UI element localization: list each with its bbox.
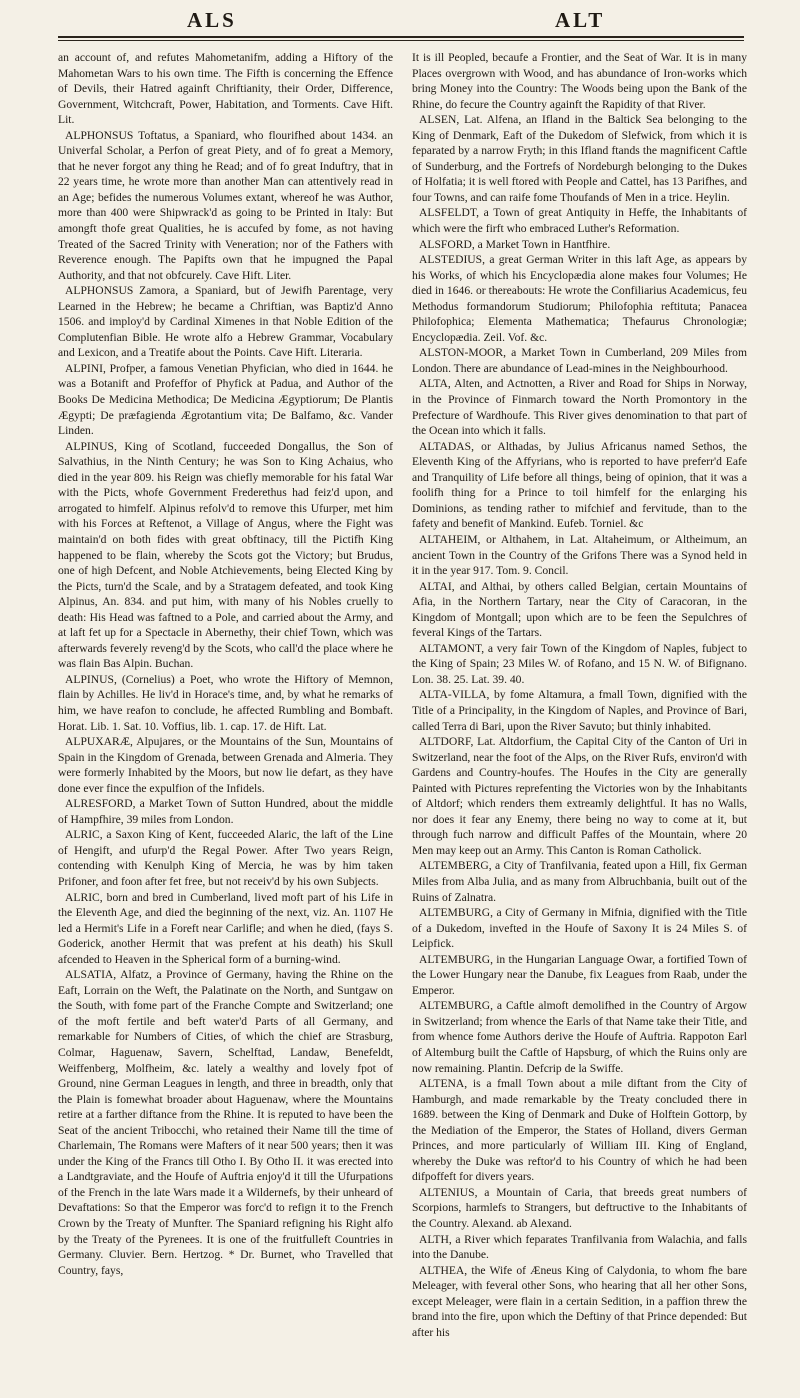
header-right-guide-word: ALT	[555, 8, 606, 32]
left-entry-10: ALSATIA, Alfatz, a Province of Germany, having the Rhine on the Eaft, Lorrain on the Weft, the Palatinate on the North, and Suntgaw on the South, with fome part of the Franche Compte and Switzerland; one of the moft fertile and beft water'd Parts of all Germany, and remarkable for Numbers of Cities, of which the chief are Strasburg, Colmar, Haguenaw, Savern, Schelftad, Landaw, Benefeldt, Weiffenberg, Molfheim, &c. lately a wealthy and lovely fpot of Ground, nine German Leagues in length, and three in breadth, only that the Plain is fomewhat broader about Haguenaw, where the Mountains retire at a farther diftance from the Rhine. It is reputed to have been the Seat of the ancient Tribocchi, who retained their Name till the time of Charlemain, The Romans were Mafters of it near 500 years; then it was under the King of the Francs till Otho I. By Otho II. it was erected into a Landtgraviate, and the Houfe of Auftria enjoy'd it till the Ufurpations of the French in the late Wars made it a Wildernefs, by their unheard of Devaftations: So that the Emperor was forc'd to refign it to the French Crown by the Treaty of Munfter. The Spaniard refigning his Right alfo by the Treaty of the Pyrenees. It is one of the fruitfulleft Countries in Germany. Cluvier. Bern. Hertzog. * Dr. Burnet, who Travelled that Country, fays,	[58, 968, 393, 1277]
right-entry-3: ALSFORD, a Market Town in Hantfhire.	[419, 237, 611, 251]
left-entry-7: ALRESFORD, a Market Town of Sutton Hundred, about the middle of Hampfhire, 39 miles from London.	[58, 797, 393, 826]
right-entry-8: ALTAHEIM, or Althahem, in Lat. Altaheimum, or Altheimum, an ancient Town in the Country of the Grifons There was a Synod held in it in the year 917. Tom. 9. Concil.	[412, 532, 747, 578]
header-rule-thin	[58, 40, 744, 41]
right-entry-9: ALTAI, and Althai, by others called Belgian, certain Mountains of Afia, in the Northern Tartary, near the City of Caracoran, in the Kingdom of Montgall; upon which are to be feen the Sepulchres of feveral Kings of the Tartars.	[412, 579, 747, 640]
header-rule-thick	[58, 36, 744, 38]
right-column	[412, 50, 747, 1340]
right-entry-5: ALSTON-MOOR, a Market Town in Cumberland, 209 Miles from London. There are abundance of Lead-mines in the Neighbourhood.	[412, 346, 747, 375]
right-entry-16: ALTEMBURG, a Caftle almoft demolifhed in the Country of Argow in Switzerland; from whence the Earls of that Name take their Title, and from whence fome Authors derive the Houfe of Auftria. Rappoton Earl of Altemburg built the Caftle of Hapsburg, of which the Ruins only are now remaining. Plantin. Defcrip de la Swiffe.	[412, 999, 747, 1075]
left-column	[58, 50, 393, 1278]
left-entry-3: ALPINI, Profper, a famous Venetian Phyfician, who died in 1644. he was a Botanift and Profeffor of Phyfick at Padua, and Author of the Books De Medicina Methodica; De Medicina Ægyptiorum; De Plantis Ægypti; De præfagienda Ægrotantium vita; De Balfamo, &c. Vander Linden.	[58, 361, 393, 438]
right-entry-11: ALTA-VILLA, by fome Altamura, a fmall Town, dignified with the Title of a Principality, in the Kingdom of Naples, and Province of Bari, called Terra di Bari, upon the River Savuto; but thinly inhabited.	[412, 688, 747, 733]
right-entry-18: ALTENIUS, a Mountain of Caria, that breeds great numbers of Scorpions, harmlefs to Strangers, but deftructive to the Inhabitants of the Country. Alexand. ab Alexand.	[412, 1185, 747, 1231]
left-entry-9: ALRIC, born and bred in Cumberland, lived moft part of his Life in the Eleventh Age, and died the beginning of the next, viz. An. 1107 He led a Hermit's Life in a Foreft near Carlifle; and when he died, (fays S. Goderick, another Hermit that was prefent at his death) his Skull afcended to Heaven in the Spherical form of a burning-wind.	[58, 890, 393, 966]
right-entry-6: ALTA, Alten, and Actnotten, a River and Road for Ships in Norway, in the Province of Finmarch toward the North Promontory in the Prefecture of Wardhoufe. This River gives denomination to that part of the Ocean into which it falls.	[412, 377, 747, 438]
right-entry-15: ALTEMBURG, in the Hungarian Language Owar, a fortified Town of the Lower Hungary near the Danube, fix Leagues from Raab, under the Emperor.	[412, 952, 747, 997]
left-entry-4: ALPINUS, King of Scotland, fucceeded Dongallus, the Son of Salvathius, in the Ninth Century; he was Son to King Achaius, who died in the year 809. his Reign was chiefly memorable for his fatal War with the Picts, whofe Government Frederethus had feiz'd upon, and arrogated to himfelf. Alpinus refolv'd to remove this Ufurper, met him with his Forces at Reftenot, a Village of Angus, where the Fight was maintain'd on both fides with great obftinacy, till the Pictifh King happened to be flain, whereby the Scots got the Victory; but Brudus, one of high Defcent, and Noble Atchievements, being Elected King by the Picts, turn'd the Scale, and by a Stratagem defeated, and took King Alpinus, An. 834. and put him, with many of his Nobles cruelly to death: His Head was faftned to a Pole, and carried about the Army, and at laft fet up for a Spectacle in Abernethy, their chief Town, which was afterwards feverely reveng'd by the Scots, who call'd the place where he was flain Bas Alpin. Buchan.	[58, 439, 393, 671]
page-header	[0, 0, 800, 40]
right-entry-4: ALSTEDIUS, a great German Writer in this laft Age, as appears by his Works, of which his Encyclopædia alone makes four Volumes; He died in 1646. or thereabouts: He wrote the Confiliarius Academicus, feu Methodus formandorum Studiorum; Philofophia reftituta; Panacea Philofophica; Elementa Mathematica; Thefaurus Chronologiæ; Encyclopædia. Zeil. Vof. &c.	[412, 253, 747, 344]
right-entry-2: ALSFELDT, a Town of great Antiquity in Heffe, the Inhabitants of which were the firft who embraced Luther's Reformation.	[412, 206, 747, 236]
right-entry-1: ALSEN, Lat. Alfena, an Ifland in the Baltick Sea belonging to the King of Denmark, Eaft of the Dukedom of Slefwick, from which it is feparated by a narrow Fryth; in this Ifland ftands the magnificent Caftle of Sunderburg, and the Fortrefs of Nordeburgh belonging to the Dukes of Holfatia; it is well ftored with People and Cattel, has 13 Parifhes, and four Towns, and can raife fome Thoufands of Men in a trice. Heylin.	[412, 113, 747, 204]
left-entry-1: ALPHONSUS Toftatus, a Spaniard, who flourifhed about 1434. an Univerfal Scholar, a Perfon of great Piety, and of fo great a Memory, that he never forgot any thing he Read; and of fo great Induftry, that in 22 years time, he wrote more than another Man can attentively read in an Age; befides the numerous Volumes extant, whereof he was Author, more than 400 were Shipwrack'd as going to be Printed in Italy: But amongft thofe great Qualities, he is accufed by fome, as not having Treated of the Sacred Trinity with Veneration; nor of the Fathers with Reverence enough. The Papifts own that he impugned the Papal Authority, and that not obfcurely. Cave Hift. Liter.	[58, 128, 393, 282]
header-left-guide-word: ALS	[187, 8, 237, 32]
left-entry-8: ALRIC, a Saxon King of Kent, fucceeded Alaric, the laft of the Line of Hengift, and ufurp'd the Regal Power. After Two years Reign, contending with Kenulph King of Mercia, he was by him taken Prifoner, and foon after fet free, but not receiv'd by his own Subjects.	[58, 828, 393, 888]
right-entry-7: ALTADAS, or Althadas, by Julius Africanus named Sethos, the Eleventh King of the Affyrians, who is reported to have preferr'd Eafe and Tranquility of Life before all things, being of opinion, that it was a foolifh thing for a Prince to toil himfelf for the enlarging his Dominions, as tending rather to mifchief and fervitude, than to the fafety and benefit of Mankind. Eufeb. Torniel. &c	[412, 439, 747, 531]
left-entry-6: ALPUXARÆ, Alpujares, or the Mountains of the Sun, Mountains of Spain in the Kingdom of Grenada, between Grenada and Almeria. They were formerly Inhabited by the Moors, but now lie defart, as they have done ever fince the expulfion of the Infidels.	[58, 735, 393, 795]
right-entry-20: ALTHEA, the Wife of Æneus King of Calydonia, to whom fhe bare Meleager, with feveral other Sons, who hearing that all her other Sons, except Meleager, were flain in a certain Sedition, in a paffion threw the brand into the fire, upon which the Deftiny of that Prince depended: But after his	[412, 1263, 747, 1339]
left-entry-5: ALPINUS, (Cornelius) a Poet, who wrote the Hiftory of Memnon, flain by Achilles. He liv'd in Horace's time, and, by what he remarks of him, we have reafon to conclude, he affected Rumbling and Bombaft. Horat. Lib. 1. Sat. 10. Voffius, lib. 1. cap. 17. de Hift. Lat.	[58, 672, 393, 733]
right-entry-12: ALTDORF, Lat. Altdorfium, the Capital City of the Canton of Uri in Switzerland, near the foot of the Alps, on the River Rufs, environ'd with Gardens and Country-houfes. The Houfes in the City are generally Painted with Pictures reprefenting the Victories won by the Inhabitants of Altdorf; which renders them extreamly delightful. It has no Walls, nor does it fear any Enemy, there being no way to come at it, but through fuch narrow and difficult Paffes of the Mountain, where 20 Men may keep out an Army. This Canton is Roman Catholick.	[412, 735, 747, 857]
left-entry-2: ALPHONSUS Zamora, a Spaniard, but of Jewifh Parentage, very Learned in the Hebrew; he became a Chriftian, was Baptiz'd Anno 1506. and imploy'd by Cardinal Ximenes in that Noble Edition of the Complutenfian Bible. He wrote alfo a Hebrew Grammar, Vocabulary and Lexicon, and a Treatife about the Points. Cave Hift. Literaria.	[58, 284, 393, 360]
right-entry-14: ALTEMBURG, a City of Germany in Mifnia, dignified with the Title of a Dukedom, invefted in the Houfe of Saxony It is 24 Miles S. of Leipfick.	[412, 906, 747, 951]
right-entry-10: ALTAMONT, a very fair Town of the Kingdom of Naples, fubject to the King of Spain; 23 Miles W. of Rofano, and 15 N. W. of Bifignano. Lon. 38. 25. Lat. 39. 40.	[412, 641, 747, 686]
right-entry-17: ALTENA, is a fmall Town about a mile diftant from the City of Hamburgh, and made remarkable by the Treaty concluded there in 1689. between the King of Denmark and Duke of Holftein Gottorp, by the Mediation of the Emperor, the States of Holland, divers German Princes, and more particularly of William III. King of England, whereby the Duke was reftor'd to his Country of which he had been difpoffeft for divers years.	[412, 1077, 747, 1184]
right-entry-19: ALTH, a River which feparates Tranfilvania from Walachia, and falls into the Danube.	[412, 1232, 747, 1262]
right-entry-13: ALTEMBERG, a City of Tranfilvania, feated upon a Hill, fix German Miles from Alba Julia, and as many from Albruchbania, built out of the Ruins of Zalnatra.	[412, 859, 747, 904]
right-entry-0: It is ill Peopled, becaufe a Frontier, and the Seat of War. It is in many Places overgrown with Wood, and has abundance of Iron-works which bring Money into the Country: The Woods being upon the Bank of the Rhine, do fecure the Country againft the Rapidity of that River.	[412, 51, 747, 111]
left-entry-0: an account of, and refutes Mahometanifm, adding a Hiftory of the Mahometan Wars to his own time. The Fifth is concerning the Effence of Devils, their Hatred againft Chriftianity, their Order, Difference, Government, Witchcraft, Power, Habitation, and Torments. Cave Hift. Lit.	[58, 51, 393, 127]
